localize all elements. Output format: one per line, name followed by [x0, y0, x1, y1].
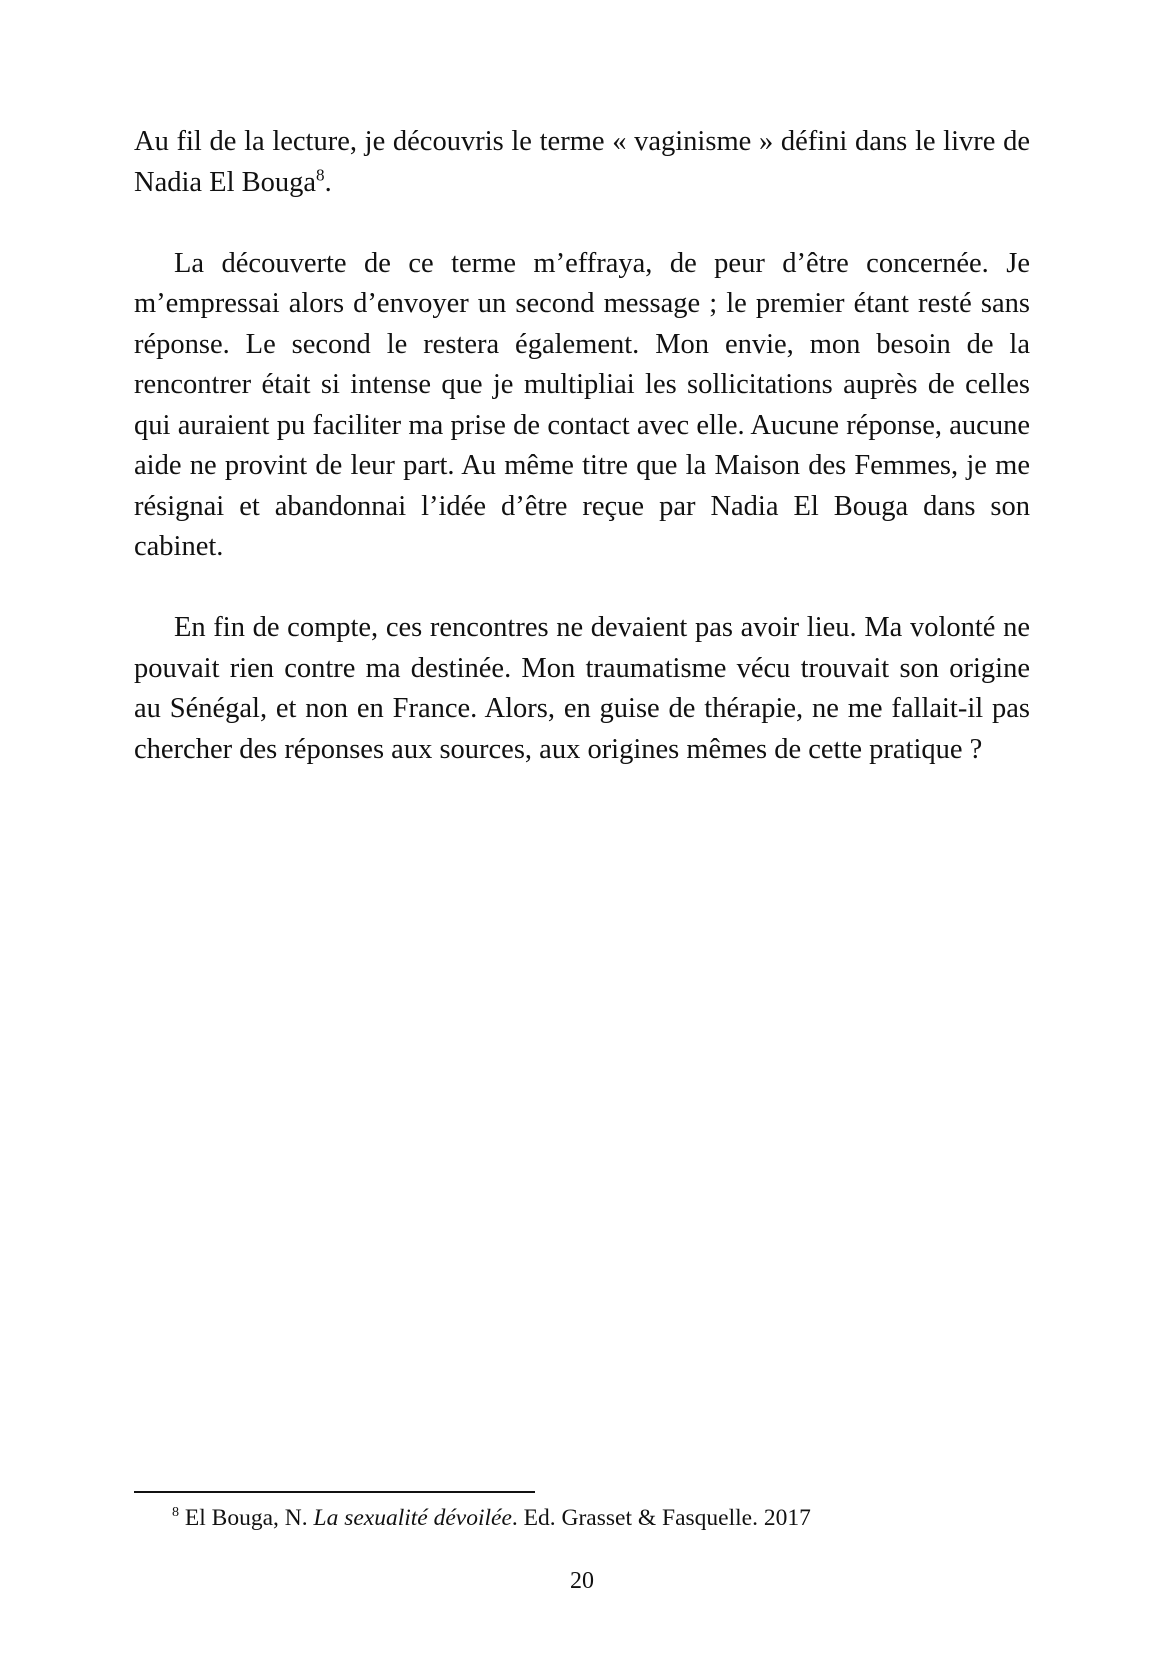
footnote-separator: [134, 1491, 535, 1493]
footnote-lead: El Bouga, N.: [179, 1505, 314, 1531]
paragraph-2: La découverte de ce terme m’effraya, de peur d’être concernée. Je m’empressai alors d’envoyer un second message ; le premier étant resté sans réponse. Le second le restera également. Mon envie, mon besoin de la rencontrer était si intense que je multipliai les sollicitations auprès de celles qui auraient pu faciliter ma prise de contact avec elle. Aucune réponse, aucune aide ne provint de leur part. Au même titre que la Maison des Femmes, je me résignai et abandonnai l’idée d’être reçue par Nadia El Bouga dans son cabinet.: [134, 247, 1030, 562]
page-number: 20: [570, 1568, 594, 1594]
body-text: [134, 122, 1030, 770]
footnote-rest: . Ed. Grasset & Fasquelle. 2017: [511, 1505, 811, 1531]
paragraph-1-text: Au fil de la lecture, je découvris le terme « vaginisme » défini dans le livre de Nadia El Bouga: [134, 126, 1030, 198]
footnote-reference[interactable]: 8: [316, 165, 325, 184]
paragraph-3: En fin de compte, ces rencontres ne devaient pas avoir lieu. Ma volonté ne pouvait rien contre ma destinée. Mon traumatisme vécu trouvait son origine au Sénégal, et non en France. Alors, en guise de thérapie, ne me fallait-il pas chercher des réponses aux sources, aux origines mêmes de cette pratique ?: [134, 612, 1030, 765]
footnote: [172, 1503, 811, 1533]
paragraph-1-tail: .: [324, 166, 332, 198]
footnote-book-title: La sexualité dévoilée: [313, 1505, 512, 1531]
paragraph-1: [134, 122, 1030, 203]
footnote-marker: 8: [172, 1504, 180, 1521]
